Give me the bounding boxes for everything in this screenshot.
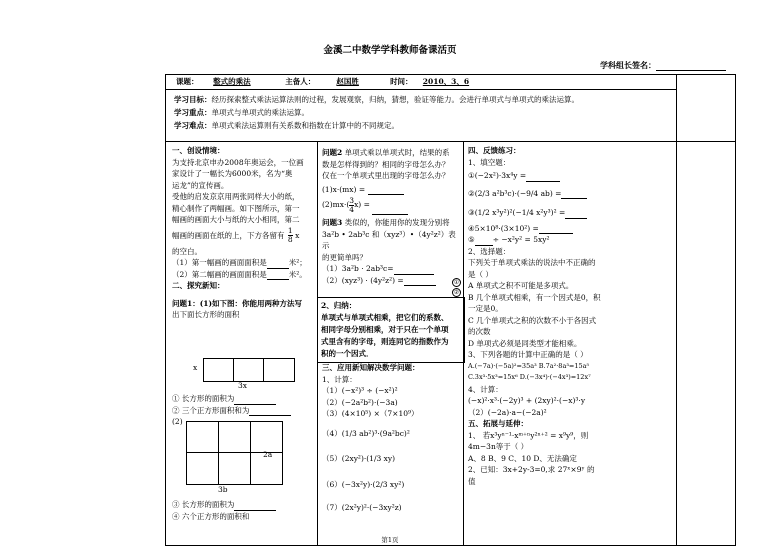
answer-blank[interactable]	[372, 206, 408, 215]
page-number: 第1页	[381, 536, 399, 544]
page-title: 金溪二中数学学科教师备课活页	[323, 45, 457, 56]
column-situation: 一、创设情境： 为支持北京申办2008年奥运会，一位画 家设计了一幅长为6000米，名为“奥 运龙”的宣传画。 受他的启发京京用两张同样大小的纸， 精心制作了两幅画。如下图所示，第一 幅画的画面大小与纸的大小相同，第二 幅画的画面在纸的上，下方各留有 $\frac{1}{8}$ x 的空白。 （1）第一幅画的画面面积是 米²； （2）第二幅画的画面面积是 米²。 二、探究新知： 问题1：(1)如下图：你能用两种方法写 出下面长方形的面积	[172, 145, 314, 321]
heading-application: 三、应用新知解决数学问题：	[322, 363, 420, 372]
heading-explore: 二、探究新知：	[172, 281, 225, 290]
column-problems: 问题2 单项式乘以单项式时，结果的系 数是怎样得到的？相同的字母怎么办？ 仅在一个单项式里出现的字母怎么办？ (1)x·(mx) = (2)mx·( $\frac{3}{4}$ x) = 问题3 类似的，你能用你的发现分别将 3a²b • 2ab³c 和（xyz³）•（4y²z²）表示 的更简单吗？ （1）3a²b · 2ab³c= （2）(xyz³) · (4y²z²) =	[322, 148, 456, 285]
fraction-one-eighth: $\frac{1}{8}$	[287, 226, 293, 244]
header-row	[176, 76, 477, 88]
goals-divider	[166, 141, 676, 142]
answer-blank[interactable]	[561, 190, 587, 199]
conclusion-box: 2、归纳： 单项式与单项式相乘，把它们的系数、 相同字母分别相乘，对于只在一个单项 式里含有的字母，则连同它的指数作为 积的一个因式．	[317, 297, 465, 363]
preparer-value: 赵国胜	[336, 77, 359, 86]
answer-blank[interactable]	[404, 277, 436, 286]
lesson-table	[165, 74, 677, 546]
answer-blank[interactable]	[267, 260, 289, 269]
column-feedback: 四、反馈练习： 1、填空题： ①(−2x²)·3x⁴y = ②(2/3 a²b³c)·(−9/4 ab) = ③(1/2 x³y²)²(−1/4 x²y³)² = ④5×10⁸·(3×10²) = ⑤ ÷ −x²y² = 5xy² 2、选择题： 下列关于单项式乘法的说法中不正确的 是（ ） A 单项式之积不可能是多项式。 B 几个单项式相乘，有一个因式是0，积 一定是0。 C 几个单项式之积的次数不小于各因式 的次数 D 单项式必须是同类型才能相乘。 3、下列各题的计算中正确的是（ ） A.(−7a)·(−5a)²=35a³ B.7a²·8a³=15a⁵ C.3x³·5x³=15x⁶ D.(−3x⁴)·(−4x³)=12x⁷ 4、计算： (−x)²·x³·(−2y)³ + (2xy)²·(−x)³·y （2）(−2a)·a−(−2a)² 五、拓展与延伸： 1、 若x³yⁿ⁻¹·xᵐ⁺ⁿy²ⁿ⁺² = x⁹y⁹，则 4m−3n等于（ ） A、8 B、9 C、10 D、无法确定 2、已知：3x+2y-3=0,求 27ˣ×9ʸ 的 值	[468, 145, 618, 487]
heading-extension: 五、拓展与延伸：	[468, 419, 528, 428]
goal-objective: 学习目标：经历探索整式乘法运算法则的过程，发展观察，归纳，猜想，验证等能力。会进行单项式与单项式的乘法运算。	[174, 95, 579, 104]
answer-blank[interactable]	[394, 266, 434, 275]
goals-block	[174, 93, 579, 132]
calc-3: （3）(4×10⁵) ×（7×10⁹）	[322, 409, 419, 418]
answer-blank[interactable]	[539, 225, 573, 234]
answer-blank[interactable]	[249, 407, 291, 416]
calc-1: （1）(−x²)³ ÷ (−x²)²	[322, 386, 398, 395]
margin-circle-mark-1: ①	[453, 279, 460, 286]
conclusion-label: 2、归纳：	[321, 301, 357, 310]
signature-line	[656, 61, 726, 71]
answer-blank[interactable]	[526, 173, 560, 182]
calc-5: （5）(2xy²)·(1/3 xy)	[322, 454, 396, 463]
goal-key-point: 学习重点：单项式与单项式的乘法运算。	[174, 108, 309, 117]
calc-6: （6）(−3x²y)·(2/3 xy²)	[322, 479, 405, 489]
answer-blank[interactable]	[368, 186, 404, 195]
figure-2-side-label: 2a	[263, 450, 273, 459]
time-value: 2010、3、6	[422, 77, 470, 86]
problem-3-label: 问题3	[322, 218, 343, 227]
answer-blank[interactable]	[267, 271, 289, 280]
calc-2: （2）(−2a²b²)·(−3a)	[322, 397, 398, 407]
signature-label: 学科组长签名：	[600, 60, 656, 70]
answer-blank[interactable]	[475, 237, 493, 246]
figure-1-side-label: x	[193, 363, 198, 372]
application-section: 三、应用新知解决数学问题： 1、计算： （1）(−x²)³ ÷ (−x²)² （2）(−2a²b²)·(−3a) （3）(4×10⁵) ×（7×10⁹） （4）(1/3 ab²)³·(9a²bc)² （5）(2xy²)·(1/3 xy) （6）(−3x²y)·(2/3 xy²) （7）(2x²y)²·(−3xy²z)	[322, 362, 460, 514]
notes-column	[676, 74, 736, 546]
area-answers-1: ① 长方形的面积为 ② 三个正方形面积和为 (2)	[172, 393, 314, 428]
question-2: （2）第二幅画的画面面积是 米²。	[172, 269, 307, 279]
preparer-label: 主备人：	[285, 77, 316, 86]
topic-label: 课题：	[176, 77, 199, 86]
question-1: （1）第一幅画的画面面积是 米²；	[172, 258, 307, 267]
signature-field	[600, 60, 726, 71]
header-divider	[166, 89, 676, 90]
answer-blank[interactable]	[234, 502, 276, 511]
goal-difficulty: 学习难点：单项式乘法运算则有关系数和指数在计算中的不同规定。	[174, 121, 399, 130]
figure-1-bottom-label: 3x	[238, 381, 248, 390]
answer-blank[interactable]	[234, 396, 276, 405]
answer-blank[interactable]	[565, 210, 587, 219]
heading-feedback: 四、反馈练习：	[468, 146, 521, 155]
calc-4: （4）(1/3 ab²)³·(9a²bc)²	[322, 428, 410, 438]
area-answers-2: ③ 长方形的面积为 ④ 六个正方形的面积和	[172, 499, 314, 522]
rectangle-figure-1	[203, 358, 295, 382]
fraction-three-quarters: $\frac{3}{4}$	[349, 195, 355, 214]
figure-2-bottom-label: 3b	[218, 485, 228, 494]
margin-circle-mark-2: ②	[453, 289, 460, 296]
problem-1: 问题1：(1)如下图：你能用两种方法写	[172, 298, 303, 308]
problem-2-label: 问题2	[322, 148, 343, 157]
heading-situation: 一、创设情境：	[172, 146, 225, 155]
time-label: 时间：	[390, 77, 413, 86]
topic-value: 整式的乘法	[213, 77, 251, 86]
calc-7: （7）(2x²y)²·(−3xy²z)	[322, 503, 402, 512]
